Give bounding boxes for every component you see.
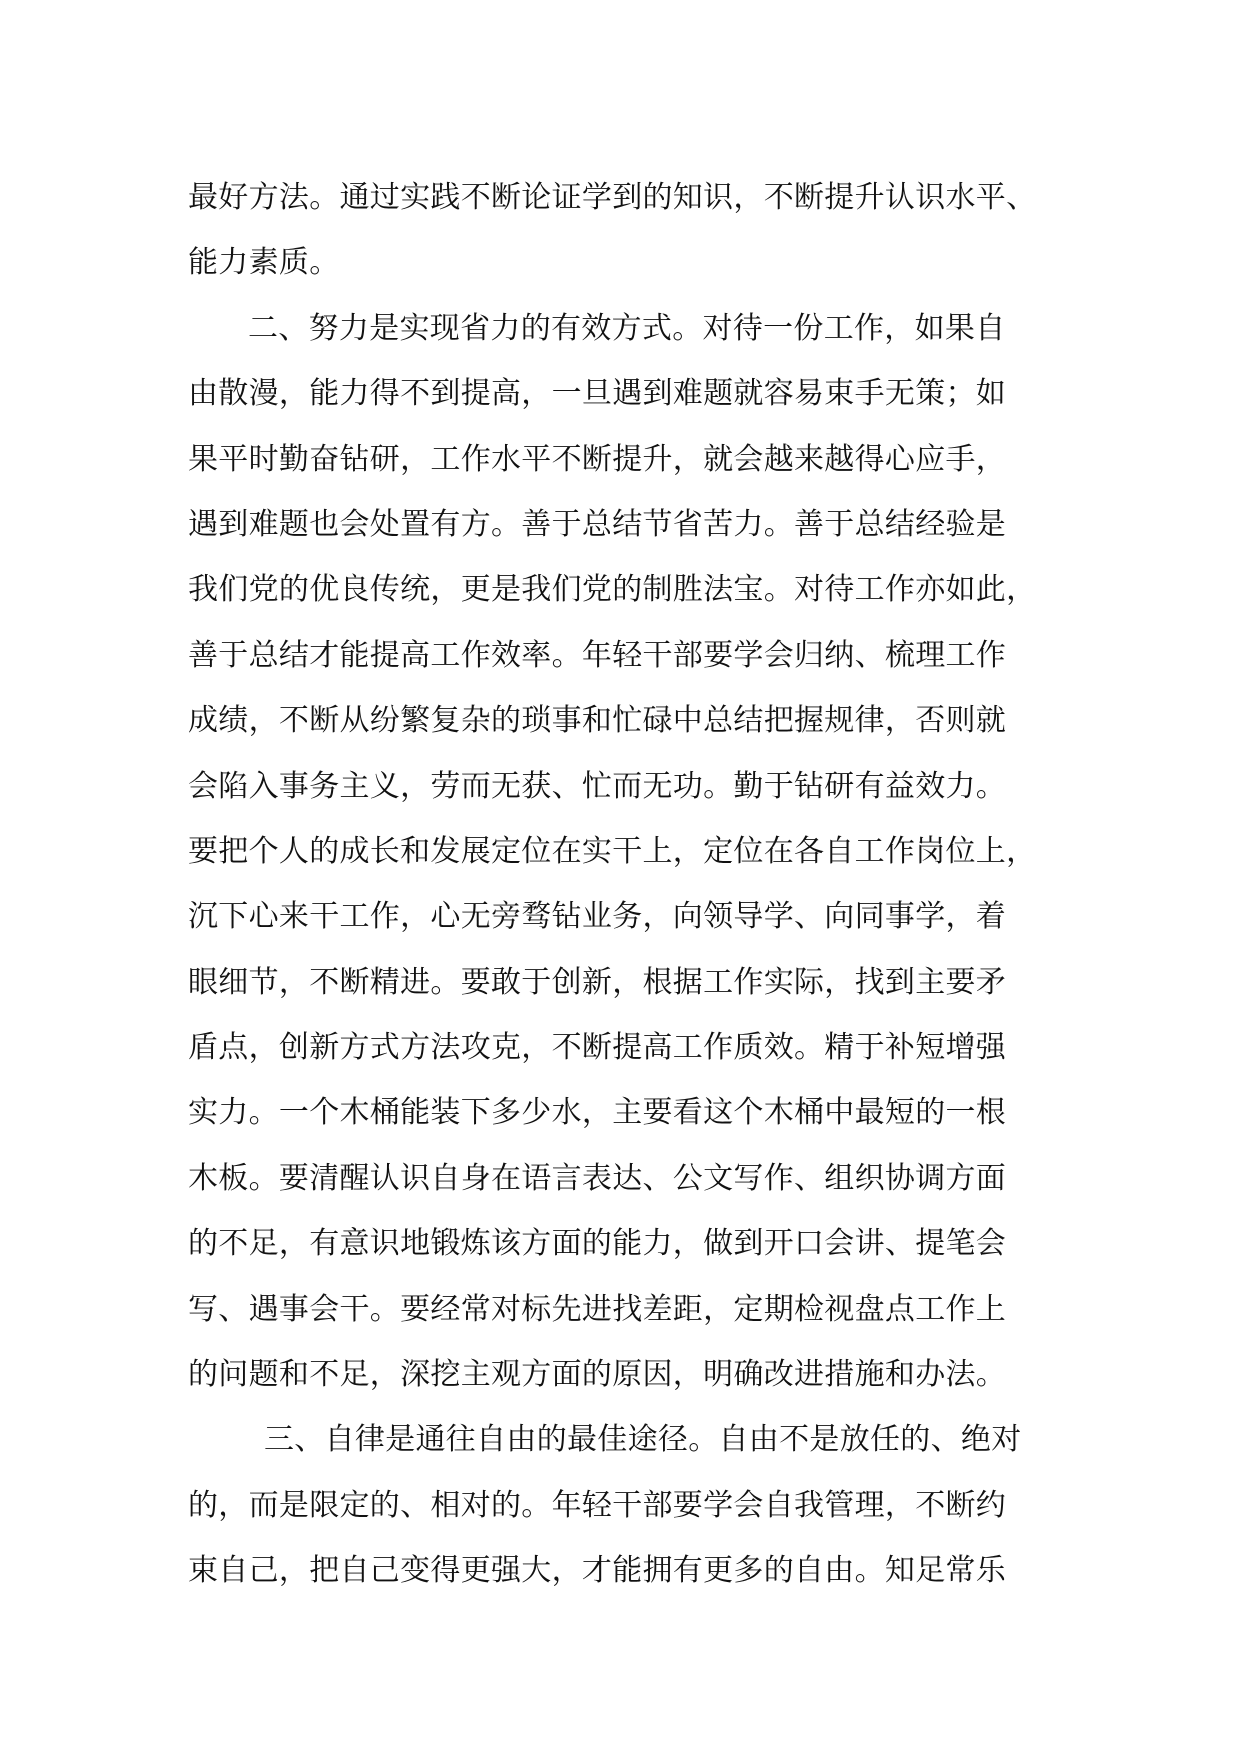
text-line: 沉下心来干工作，心无旁骛钻业务，向领导学、向同事学，着 bbox=[188, 899, 1007, 935]
text-line: 最好方法。通过实践不断论证学到的知识，不断提升认识水平、 bbox=[188, 180, 1037, 215]
text-line: 眼细节，不断精进。要敢于创新，根据工作实际，找到主要矛 bbox=[188, 964, 1007, 1000]
text-line: 木板。要清醒认识自身在语言表达、公文写作、组织协调方面 bbox=[188, 1160, 1007, 1196]
section-heading-line: 三、自律是通往自由的最佳途径。自由不是放任的、绝对 bbox=[264, 1422, 1022, 1458]
text-line: 善于总结才能提高工作效率。年轻干部要学会归纳、梳理工作 bbox=[188, 637, 1007, 673]
text-line: 由散漫，能力得不到提高，一旦遇到难题就容易束手无策；如 bbox=[188, 376, 1007, 412]
body-text bbox=[188, 165, 1088, 1604]
text-line: 能力素质。 bbox=[188, 245, 340, 281]
text-line: 果平时勤奋钻研，工作水平不断提升，就会越来越得心应手， bbox=[188, 441, 1007, 477]
text-line: 会陷入事务主义，劳而无获、忙而无功。勤于钻研有益效力。 bbox=[188, 768, 1007, 804]
text-line: 要把个人的成长和发展定位在实干上，定位在各自工作岗位上， bbox=[188, 833, 1037, 869]
text-line: 束自己，把自己变得更强大，才能拥有更多的自由。知足常乐 bbox=[188, 1553, 1007, 1589]
text-line: 成绩，不断从纷繁复杂的琐事和忙碌中总结把握规律，否则就 bbox=[188, 703, 1007, 739]
text-line: 盾点，创新方式方法攻克，不断提高工作质效。精于补短增强 bbox=[188, 1030, 1007, 1066]
text-line: 的问题和不足，深挖主观方面的原因，明确改进措施和办法。 bbox=[188, 1357, 1007, 1393]
section-heading-line: 二、努力是实现省力的有效方式。对待一份工作，如果自 bbox=[248, 310, 1006, 346]
text-line: 的不足，有意识地锻炼该方面的能力，做到开口会讲、提笔会 bbox=[188, 1226, 1007, 1262]
text-line: 实力。一个木桶能装下多少水，主要看这个木桶中最短的一根 bbox=[188, 1095, 1007, 1131]
text-line: 遇到难题也会处置有方。善于总结节省苦力。善于总结经验是 bbox=[188, 506, 1007, 542]
text-line: 我们党的优良传统，更是我们党的制胜法宝。对待工作亦如此， bbox=[188, 572, 1037, 608]
text-line: 写、遇事会干。要经常对标先进找差距，定期检视盘点工作上 bbox=[188, 1291, 1007, 1327]
text-line: 的，而是限定的、相对的。年轻干部要学会自我管理，不断约 bbox=[188, 1487, 1007, 1523]
